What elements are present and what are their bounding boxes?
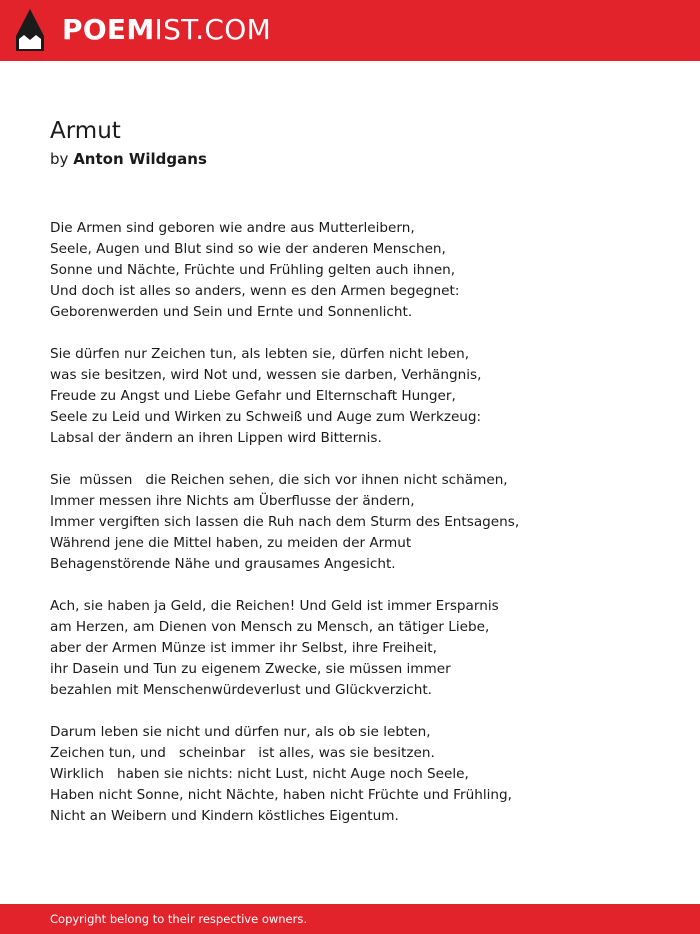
- poem-line: Freude zu Angst und Liebe Gefahr und Elternschaft Hunger,: [50, 388, 456, 404]
- brand-bold: POEM: [62, 13, 155, 46]
- poem-line: Haben nicht Sonne, nicht Nächte, haben nicht Früchte und Frühling,: [50, 787, 512, 803]
- poem-line: Darum leben sie nicht und dürfen nur, als ob sie lebten,: [50, 724, 431, 740]
- poem-line: Labsal der ändern an ihren Lippen wird Bitternis.: [50, 430, 382, 446]
- poem-line: am Herzen, am Dienen von Mensch zu Mensch, an tätiger Liebe,: [50, 619, 490, 635]
- poem-line: bezahlen mit Menschenwürdeverlust und Glückverzicht.: [50, 682, 432, 698]
- stanza: [50, 344, 670, 449]
- copyright-notice: Copyright belong to their respective owners.: [50, 912, 308, 926]
- poem-line: Sonne und Nächte, Früchte und Frühling gelten auch ihnen,: [50, 262, 456, 278]
- poem-line: Nicht an Weibern und Kindern köstliches Eigentum.: [50, 808, 399, 824]
- brand-light: IST.COM: [154, 13, 272, 46]
- poem-title: Armut: [50, 118, 121, 144]
- author-name: Anton Wildgans: [73, 150, 207, 168]
- poem-line: Immer vergiften sich lassen die Ruh nach dem Sturm des Entsagens,: [50, 514, 520, 530]
- poem-line: Sie dürfen nur Zeichen tun, als lebten sie, dürfen nicht leben,: [50, 346, 470, 362]
- stanza: [50, 722, 670, 827]
- poem-line: Und doch ist alles so anders, wenn es den Armen begegnet:: [50, 283, 460, 299]
- stanza: [50, 470, 670, 575]
- poem-line: aber der Armen Münze ist immer ihr Selbst, ihre Freiheit,: [50, 640, 437, 656]
- poem-line: Zeichen tun, und scheinbar ist alles, was sie besitzen.: [50, 745, 435, 761]
- poem-line: Die Armen sind geboren wie andre aus Mutterleibern,: [50, 220, 415, 236]
- byline: [50, 148, 207, 170]
- by-label: by: [50, 150, 69, 168]
- poem-line: Immer messen ihre Nichts am Überflusse der ändern,: [50, 493, 415, 509]
- poem-body: [50, 218, 670, 848]
- poem-line: Wirklich haben sie nichts: nicht Lust, nicht Auge noch Seele,: [50, 766, 469, 782]
- poem-line: Seele, Augen und Blut sind so wie der anderen Menschen,: [50, 241, 446, 257]
- poem-line: Während jene die Mittel haben, zu meiden der Armut: [50, 535, 412, 551]
- site-header: [0, 0, 700, 61]
- poem-line: Behagenstörende Nähe und grausames Angesicht.: [50, 556, 396, 572]
- site-logo[interactable]: [62, 12, 271, 48]
- poem-line: ihr Dasein und Tun zu eigenem Zwecke, sie müssen immer: [50, 661, 451, 677]
- pencil-tip-icon[interactable]: [16, 9, 44, 51]
- poem-line: Ach, sie haben ja Geld, die Reichen! Und Geld ist immer Ersparnis: [50, 598, 499, 614]
- poem-line: Sie müssen die Reichen sehen, die sich vor ihnen nicht schämen,: [50, 472, 508, 488]
- poem-line: Geborenwerden und Sein und Ernte und Sonnenlicht.: [50, 304, 413, 320]
- poem-line: was sie besitzen, wird Not und, wessen sie darben, Verhängnis,: [50, 367, 482, 383]
- site-footer: [0, 904, 700, 934]
- stanza: [50, 596, 670, 701]
- stanza: [50, 218, 670, 323]
- poem-line: Seele zu Leid und Wirken zu Schweiß und Auge zum Werkzeug:: [50, 409, 482, 425]
